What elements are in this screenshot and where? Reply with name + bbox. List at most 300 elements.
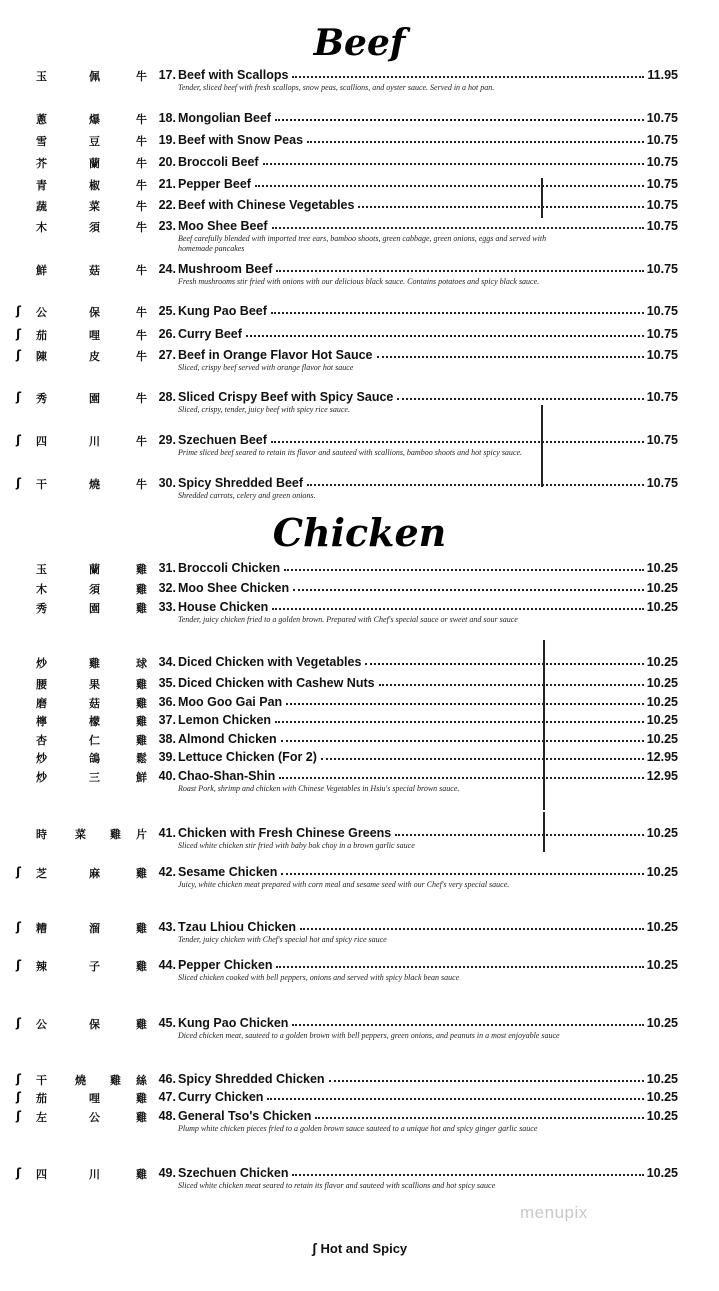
chinese-char: 雞 xyxy=(136,715,147,728)
chinese-char: 球 xyxy=(136,657,147,670)
chinese-name xyxy=(14,1166,147,1184)
item-line xyxy=(178,262,678,276)
item-line xyxy=(178,327,678,341)
chinese-char: 雞 xyxy=(136,1111,147,1124)
hot-spicy-icon: ʃ xyxy=(16,1090,21,1104)
item-line xyxy=(178,133,678,147)
chinese-char: 茄 xyxy=(36,1092,47,1105)
chinese-char: 茄 xyxy=(36,329,47,342)
item-line xyxy=(178,390,678,404)
chinese-char: 保 xyxy=(89,1018,100,1031)
chinese-name xyxy=(14,262,147,280)
item-name: Curry Beef xyxy=(178,327,242,341)
dot-leader xyxy=(329,1079,644,1082)
chinese-char: 木 xyxy=(36,221,47,234)
item-name: Sesame Chicken xyxy=(178,865,278,879)
item-price: 10.75 xyxy=(646,198,678,212)
item-price: 10.25 xyxy=(646,655,678,669)
item-name: Spicy Shredded Beef xyxy=(178,476,304,490)
item-number: 42. xyxy=(158,865,176,879)
dot-leader xyxy=(263,162,644,165)
item-name: Moo Shee Beef xyxy=(178,219,268,233)
item-description: Sliced white chicken meat seared to retain its flavor and sauteed with scallions and hot spicy sauce xyxy=(178,1181,496,1190)
chinese-name xyxy=(14,713,147,731)
item-name: Szechuen Beef xyxy=(178,433,267,447)
chinese-char: 皮 xyxy=(89,350,100,363)
chinese-char: 炒 xyxy=(36,752,47,765)
item-line xyxy=(178,1109,678,1123)
item-line xyxy=(178,826,678,840)
chinese-char: 雞 xyxy=(136,734,147,747)
item-number: 33. xyxy=(158,600,176,614)
item-price: 10.75 xyxy=(646,155,678,169)
item-price: 10.75 xyxy=(646,111,678,125)
item-number: 47. xyxy=(158,1090,176,1104)
item-line xyxy=(178,1072,678,1086)
chinese-char: 菜 xyxy=(89,200,100,213)
item-price: 10.25 xyxy=(646,826,678,840)
item-price: 10.75 xyxy=(646,390,678,404)
item-price: 10.75 xyxy=(646,177,678,191)
chinese-char: 青 xyxy=(36,179,47,192)
item-description: Roast Pork, shrimp and chicken with Chinese Vegetables in Hsiu's special brown sauce. xyxy=(178,784,460,793)
chinese-name xyxy=(14,348,147,366)
hot-spicy-icon: ʃ xyxy=(16,920,21,934)
item-description: Sliced, crispy beef served with orange flavor hot sauce xyxy=(178,363,354,372)
chinese-char: 牛 xyxy=(136,113,147,126)
item-number: 38. xyxy=(158,732,176,746)
chinese-char: 牛 xyxy=(136,264,147,277)
dot-leader xyxy=(275,118,644,121)
item-number: 30. xyxy=(158,476,176,490)
item-number: 46. xyxy=(158,1072,176,1086)
chinese-char: 陳 xyxy=(36,350,47,363)
dot-leader xyxy=(276,965,643,968)
chinese-char: 干 xyxy=(36,478,47,491)
item-description: Sliced chicken cooked with bell peppers, onions and served with spicy black bean sauce xyxy=(178,973,460,982)
dot-leader xyxy=(300,927,644,930)
item-price: 10.25 xyxy=(646,600,678,614)
chinese-char: 芝 xyxy=(36,867,47,880)
item-name: Beef with Chinese Vegetables xyxy=(178,198,355,212)
chinese-name xyxy=(14,920,147,938)
item-price: 10.25 xyxy=(646,732,678,746)
dot-leader xyxy=(292,1023,643,1026)
item-description: Tender, sliced beef with fresh scallops, snow peas, scallions, and oyster sauce. Served in a hot pan. xyxy=(178,83,495,92)
item-name: Kung Pao Beef xyxy=(178,304,267,318)
dot-leader xyxy=(271,311,644,314)
item-line xyxy=(178,561,678,575)
hot-spicy-icon: ʃ xyxy=(16,958,21,972)
chinese-name xyxy=(14,1072,147,1090)
item-description: Prime sliced beef seared to retain its flavor and sauteed with scallions, bamboo shoots and hot spicy sauce. xyxy=(178,448,523,457)
item-name: Broccoli Chicken xyxy=(178,561,281,575)
item-price: 10.75 xyxy=(646,348,678,362)
item-line xyxy=(178,655,678,669)
chinese-char: 牛 xyxy=(136,221,147,234)
chinese-char: 干 xyxy=(36,1074,47,1087)
item-name: Pepper Chicken xyxy=(178,958,273,972)
item-name: Almond Chicken xyxy=(178,732,277,746)
item-name: Sliced Crispy Beef with Spicy Sauce xyxy=(178,390,394,404)
chinese-char: 木 xyxy=(36,583,47,596)
chinese-char: 雞 xyxy=(136,697,147,710)
dot-leader xyxy=(281,739,644,742)
item-number: 26. xyxy=(158,327,176,341)
chinese-char: 牛 xyxy=(136,70,147,83)
item-line xyxy=(178,750,678,764)
item-line xyxy=(178,1016,678,1030)
chinese-char: 雞 xyxy=(136,922,147,935)
chinese-name xyxy=(14,769,147,787)
chinese-name xyxy=(14,155,147,173)
dot-leader xyxy=(281,872,643,875)
item-number: 48. xyxy=(158,1109,176,1123)
dot-leader xyxy=(292,75,644,78)
dot-leader xyxy=(279,776,644,779)
item-description: Sliced white chicken stir fried with baby bok choy in a brown garlic sauce xyxy=(178,841,415,850)
chinese-char: 糟 xyxy=(36,922,47,935)
item-number: 18. xyxy=(158,111,176,125)
dot-leader xyxy=(255,184,644,187)
item-description: Plump white chicken pieces fried to a golden brown sauce sauteed to a unique hot and spicy ginger garlic sauce xyxy=(178,1124,538,1133)
item-line xyxy=(178,958,678,972)
dot-leader xyxy=(267,1097,643,1100)
chinese-char: 燒 xyxy=(75,1074,86,1087)
chinese-char: 牛 xyxy=(136,135,147,148)
item-number: 49. xyxy=(158,1166,176,1180)
hot-spicy-icon: ʃ xyxy=(311,1240,317,1256)
item-name: Chicken with Fresh Chinese Greens xyxy=(178,826,392,840)
item-number: 32. xyxy=(158,581,176,595)
chinese-char: 鬆 xyxy=(136,752,147,765)
hot-spicy-icon: ʃ xyxy=(16,348,21,362)
item-price: 10.75 xyxy=(646,133,678,147)
item-line xyxy=(178,676,678,690)
chinese-char: 玉 xyxy=(36,70,47,83)
item-price: 10.25 xyxy=(646,561,678,575)
chinese-char: 哩 xyxy=(89,329,100,342)
item-description: Fresh mushrooms stir fried with onions with our delicious black sauce. Contains potatoes and spicy black sauce. xyxy=(178,277,540,286)
chinese-char: 園 xyxy=(89,392,100,405)
chinese-char: 雞 xyxy=(110,828,121,841)
chinese-char: 牛 xyxy=(136,179,147,192)
item-name: Spicy Shredded Chicken xyxy=(178,1072,325,1086)
chinese-name xyxy=(14,1090,147,1108)
chinese-name xyxy=(14,600,147,618)
chinese-char: 須 xyxy=(89,583,100,596)
item-price: 10.25 xyxy=(646,1090,678,1104)
chinese-char: 蘭 xyxy=(89,157,100,170)
chinese-char: 溜 xyxy=(89,922,100,935)
section-title-beef: Beef xyxy=(313,22,406,64)
item-name: Pepper Beef xyxy=(178,177,251,191)
item-line xyxy=(178,600,678,614)
chinese-char: 牛 xyxy=(136,435,147,448)
chinese-char: 麻 xyxy=(89,867,100,880)
chinese-char: 果 xyxy=(89,678,100,691)
item-price: 10.25 xyxy=(646,1072,678,1086)
item-line xyxy=(178,219,678,233)
hot-spicy-icon: ʃ xyxy=(16,327,21,341)
item-number: 40. xyxy=(158,769,176,783)
watermark: menupix xyxy=(520,1203,588,1222)
dot-leader xyxy=(286,702,644,705)
chinese-char: 雞 xyxy=(89,657,100,670)
chinese-char: 炒 xyxy=(36,771,47,784)
dot-leader xyxy=(271,440,644,443)
chinese-char: 雞 xyxy=(136,960,147,973)
item-number: 39. xyxy=(158,750,176,764)
item-description: Juicy, white chicken meat prepared with corn meal and sesame seed with our Chef's very special sauce. xyxy=(178,880,510,889)
chinese-char: 三 xyxy=(89,771,100,784)
item-line xyxy=(178,769,678,783)
item-description: Tender, juicy chicken with Chef's special hot and spicy rice sauce xyxy=(178,935,387,944)
item-name: General Tso's Chicken xyxy=(178,1109,312,1123)
dot-leader xyxy=(397,397,643,400)
dot-leader xyxy=(272,607,643,610)
dot-leader xyxy=(395,833,643,836)
chinese-char: 蔥 xyxy=(36,113,47,126)
dot-leader xyxy=(307,483,644,486)
chinese-char: 磨 xyxy=(36,697,47,710)
chinese-char: 牛 xyxy=(136,157,147,170)
chinese-char: 雞 xyxy=(136,563,147,576)
item-line xyxy=(178,732,678,746)
chinese-char: 片 xyxy=(136,828,147,841)
dot-leader xyxy=(379,683,644,686)
item-number: 45. xyxy=(158,1016,176,1030)
item-description: Shredded carrots, celery and green onions. xyxy=(178,491,316,500)
chinese-char: 川 xyxy=(89,435,100,448)
item-number: 35. xyxy=(158,676,176,690)
item-number: 24. xyxy=(158,262,176,276)
hot-spicy-icon: ʃ xyxy=(16,1166,21,1180)
item-line xyxy=(178,1090,678,1104)
scan-mark xyxy=(543,640,545,810)
chinese-char: 公 xyxy=(36,1018,47,1031)
chinese-char: 四 xyxy=(36,435,47,448)
chinese-char: 蔬 xyxy=(36,200,47,213)
hot-spicy-icon: ʃ xyxy=(16,476,21,490)
chinese-char: 雞 xyxy=(136,583,147,596)
hot-spicy-icon: ʃ xyxy=(16,865,21,879)
chinese-char: 秀 xyxy=(36,392,47,405)
item-name: Mushroom Beef xyxy=(178,262,273,276)
item-line xyxy=(178,177,678,191)
chinese-name xyxy=(14,581,147,599)
item-name: Szechuen Chicken xyxy=(178,1166,289,1180)
chinese-name xyxy=(14,1109,147,1127)
item-price: 10.75 xyxy=(646,327,678,341)
item-line xyxy=(178,1166,678,1180)
item-price: 12.95 xyxy=(646,750,678,764)
section-title-chicken: Chicken xyxy=(272,510,447,555)
item-price: 10.25 xyxy=(646,713,678,727)
chinese-char: 鴿 xyxy=(89,752,100,765)
chinese-name xyxy=(14,327,147,345)
chinese-char: 爆 xyxy=(89,113,100,126)
dot-leader xyxy=(307,140,644,143)
scan-mark xyxy=(541,178,543,218)
dot-leader xyxy=(358,205,643,208)
chinese-name xyxy=(14,958,147,976)
hot-spicy-icon: ʃ xyxy=(16,1016,21,1030)
hot-spicy-icon: ʃ xyxy=(16,1109,21,1123)
hot-spicy-icon: ʃ xyxy=(16,390,21,404)
chinese-char: 牛 xyxy=(136,392,147,405)
item-line xyxy=(178,304,678,318)
chinese-char: 芥 xyxy=(36,157,47,170)
item-name: Beef with Scallops xyxy=(178,68,289,82)
item-number: 37. xyxy=(158,713,176,727)
chinese-name xyxy=(14,561,147,579)
item-number: 31. xyxy=(158,561,176,575)
item-name: Beef in Orange Flavor Hot Sauce xyxy=(178,348,373,362)
chinese-char: 哩 xyxy=(89,1092,100,1105)
item-name: Diced Chicken with Vegetables xyxy=(178,655,362,669)
item-price: 10.25 xyxy=(646,958,678,972)
item-name: Curry Chicken xyxy=(178,1090,264,1104)
item-name: Diced Chicken with Cashew Nuts xyxy=(178,676,375,690)
chinese-char: 保 xyxy=(89,306,100,319)
dot-leader xyxy=(292,1173,643,1176)
item-line xyxy=(178,155,678,169)
chinese-name xyxy=(14,655,147,673)
chinese-char: 鮮 xyxy=(36,264,47,277)
item-number: 22. xyxy=(158,198,176,212)
chinese-char: 雞 xyxy=(110,1074,121,1087)
chinese-name xyxy=(14,826,147,844)
item-line xyxy=(178,581,678,595)
chinese-char: 牛 xyxy=(136,329,147,342)
chinese-char: 菇 xyxy=(89,264,100,277)
item-number: 27. xyxy=(158,348,176,362)
chinese-char: 時 xyxy=(36,828,47,841)
chinese-char: 雞 xyxy=(136,678,147,691)
item-price: 10.25 xyxy=(646,865,678,879)
item-number: 19. xyxy=(158,133,176,147)
chinese-name xyxy=(14,676,147,694)
chinese-char: 四 xyxy=(36,1168,47,1181)
item-price: 10.25 xyxy=(646,581,678,595)
chinese-char: 仁 xyxy=(89,734,100,747)
hot-spicy-icon: ʃ xyxy=(16,433,21,447)
item-number: 43. xyxy=(158,920,176,934)
item-line xyxy=(178,348,678,362)
chinese-char: 雞 xyxy=(136,1168,147,1181)
chinese-char: 公 xyxy=(89,1111,100,1124)
item-name: House Chicken xyxy=(178,600,269,614)
item-price: 11.95 xyxy=(647,68,678,82)
chinese-char: 佩 xyxy=(89,70,100,83)
item-line xyxy=(178,111,678,125)
hot-spicy-icon: ʃ xyxy=(16,304,21,318)
item-line xyxy=(178,920,678,934)
chinese-char: 川 xyxy=(89,1168,100,1181)
footer-label: Hot and Spicy xyxy=(320,1241,408,1256)
item-number: 21. xyxy=(158,177,176,191)
item-price: 10.75 xyxy=(646,433,678,447)
chinese-char: 牛 xyxy=(136,350,147,363)
item-number: 23. xyxy=(158,219,176,233)
scan-mark xyxy=(541,405,543,487)
item-number: 36. xyxy=(158,695,176,709)
item-name: Tzau Lhiou Chicken xyxy=(178,920,297,934)
item-line xyxy=(178,198,678,212)
item-number: 25. xyxy=(158,304,176,318)
dot-leader xyxy=(272,226,644,229)
item-name: Kung Pao Chicken xyxy=(178,1016,289,1030)
chinese-name xyxy=(14,219,147,237)
item-description: Tender, juicy chicken fried to a golden brown. Prepared with Chef's special sauce or sweet and sour sauce xyxy=(178,615,518,624)
chinese-name xyxy=(14,732,147,750)
item-line xyxy=(178,68,678,82)
chinese-char: 園 xyxy=(89,602,100,615)
chinese-char: 杏 xyxy=(36,734,47,747)
chinese-name xyxy=(14,177,147,195)
item-name: Moo Shee Chicken xyxy=(178,581,290,595)
chinese-name xyxy=(14,433,147,451)
item-name: Lemon Chicken xyxy=(178,713,272,727)
item-line xyxy=(178,433,678,447)
chinese-char: 牛 xyxy=(136,200,147,213)
scan-mark xyxy=(543,812,545,852)
chinese-char: 菜 xyxy=(75,828,86,841)
chinese-char: 椒 xyxy=(89,179,100,192)
chinese-char: 雞 xyxy=(136,1092,147,1105)
chinese-name xyxy=(14,198,147,216)
chinese-char: 秀 xyxy=(36,602,47,615)
item-name: Lettuce Chicken (For 2) xyxy=(178,750,317,764)
chinese-char: 公 xyxy=(36,306,47,319)
footer-legend xyxy=(0,1240,719,1256)
chinese-name xyxy=(14,476,147,494)
item-number: 29. xyxy=(158,433,176,447)
chinese-char: 雞 xyxy=(136,602,147,615)
chinese-char: 雞 xyxy=(136,1018,147,1031)
chinese-name xyxy=(14,133,147,151)
chinese-name xyxy=(14,1016,147,1034)
dot-leader xyxy=(365,662,643,665)
item-price: 10.25 xyxy=(646,1016,678,1030)
chinese-name xyxy=(14,865,147,883)
chinese-char: 牛 xyxy=(136,306,147,319)
chinese-name xyxy=(14,695,147,713)
chinese-char: 鮮 xyxy=(136,771,147,784)
item-name: Broccoli Beef xyxy=(178,155,259,169)
dot-leader xyxy=(315,1116,643,1119)
chinese-char: 辣 xyxy=(36,960,47,973)
chinese-char: 檸 xyxy=(36,715,47,728)
item-price: 10.75 xyxy=(646,262,678,276)
item-price: 10.25 xyxy=(646,695,678,709)
chinese-name xyxy=(14,390,147,408)
dot-leader xyxy=(321,757,644,760)
dot-leader xyxy=(293,588,644,591)
chinese-char: 炒 xyxy=(36,657,47,670)
item-name: Beef with Snow Peas xyxy=(178,133,304,147)
item-line xyxy=(178,695,678,709)
chinese-char: 雪 xyxy=(36,135,47,148)
chinese-char: 腰 xyxy=(36,678,47,691)
chinese-char: 蘭 xyxy=(89,563,100,576)
chinese-name xyxy=(14,68,147,86)
item-price: 10.25 xyxy=(646,676,678,690)
chinese-name xyxy=(14,750,147,768)
chinese-char: 左 xyxy=(36,1111,47,1124)
item-line xyxy=(178,865,678,879)
